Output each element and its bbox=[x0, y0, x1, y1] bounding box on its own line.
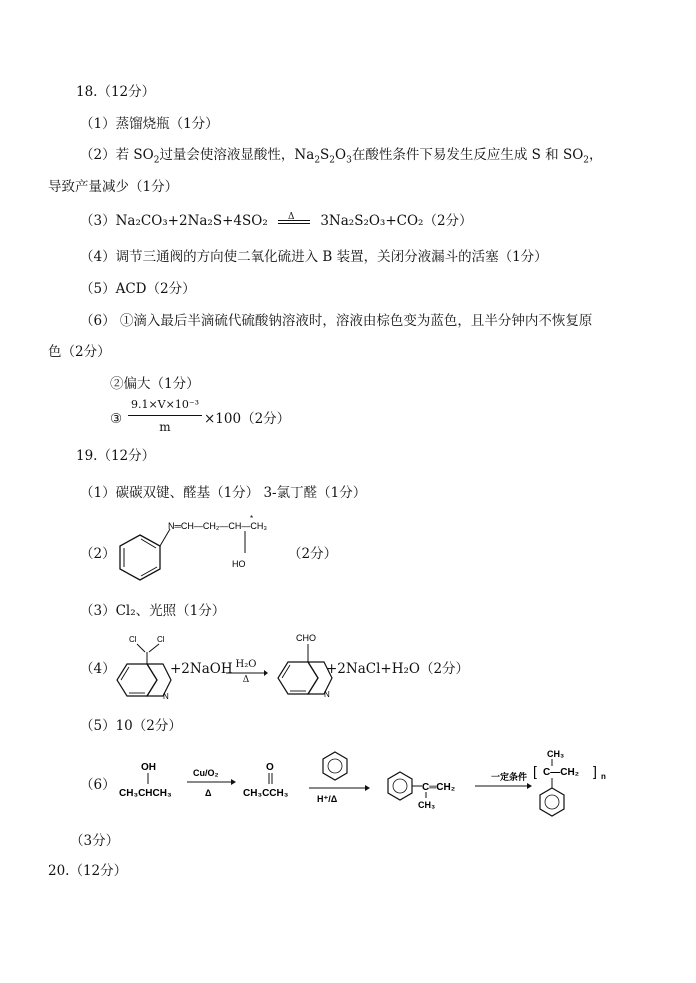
cl-label-2: Cl bbox=[157, 635, 165, 644]
cond-cu-o2: Cu/O₂ bbox=[193, 768, 219, 778]
condition-heat: Δ bbox=[242, 675, 250, 685]
q19-answer-2-prefix: （2） bbox=[80, 546, 116, 562]
q19-answer-6-score: （3分） bbox=[70, 833, 120, 849]
q18-answer-5: （5）ACD（2分） bbox=[80, 281, 196, 297]
q19-answer-4-tail: +2NaCl+H₂O（2分） bbox=[326, 661, 470, 677]
cho-label: CHO bbox=[296, 633, 316, 643]
chiral-star-icon: * bbox=[250, 515, 254, 523]
q18-header: 18.（12分） bbox=[76, 84, 156, 100]
polymer-chain-label: C—CH₂ bbox=[543, 767, 580, 778]
cond-heat-1: Δ bbox=[205, 788, 212, 798]
bracket-left-icon: [ bbox=[533, 763, 537, 779]
carbonyl-o-label: O bbox=[266, 762, 274, 773]
isopropanol-label: CH₃CHCH₃ bbox=[119, 788, 172, 799]
q18-answer-2-line2: 导致产量减少（1分） bbox=[48, 179, 179, 195]
q18-answer-3: （3）Na₂CO₃+2Na₂S+4SO₂ Δ 3Na₂S₂O₃+CO₂（2分） bbox=[80, 212, 473, 229]
methyl-label: CH₃ bbox=[418, 800, 436, 810]
polymer-n-label: n bbox=[601, 772, 606, 781]
q19-answer-5: （5）10（2分） bbox=[80, 718, 182, 734]
oh-label: OH bbox=[141, 762, 156, 773]
benzene-reagent-icon bbox=[323, 752, 347, 780]
condition-h2o: H₂O bbox=[235, 659, 257, 670]
reaction-arrow-equal: Δ bbox=[278, 219, 310, 224]
q19-header: 19.（12分） bbox=[76, 448, 156, 464]
svg-text:N: N bbox=[163, 692, 169, 700]
q19-answer-4-naoh: +2NaOH bbox=[170, 661, 233, 677]
q19-answer-2-score: （2分） bbox=[288, 546, 338, 562]
svg-text:N: N bbox=[324, 690, 330, 698]
q18-answer-6-line1: （6） ①滴入最后半滴硫代硫酸钠溶液时，溶液由棕色变为蓝色，且半分钟内不恢复原 bbox=[80, 313, 593, 329]
bracket-right-icon: ] bbox=[593, 763, 597, 779]
acetone-label: CH₃CCH₃ bbox=[243, 788, 289, 799]
q20-header: 20.（12分） bbox=[48, 863, 128, 879]
q19-answer-3: （3）Cl₂、光照（1分） bbox=[80, 603, 226, 619]
q18-answer-6-2: ②偏大（1分） bbox=[110, 376, 200, 392]
q18-answer-6-3-mark: ③ bbox=[110, 411, 123, 427]
q18-answer-4: （4）调节三通阀的方向使二氧化硫进入 B 装置，关闭分液漏斗的活塞（1分） bbox=[80, 249, 548, 265]
benzene-ring-icon bbox=[120, 535, 160, 580]
synthesis-route bbox=[115, 748, 695, 828]
quinoline-ring-icon bbox=[278, 662, 332, 698]
cond-certain: 一定条件 bbox=[491, 772, 528, 782]
q18-answer-2-line1: （2）若 $SO_2$过量会使溶液显酸性，$Na_2S_2O_3$在酸性条件下易发生反应生成 S 和 $SO_2$， bbox=[80, 147, 603, 166]
alpha-methylstyrene-label: C═CH₂ bbox=[422, 782, 456, 793]
q18-answer-6-3-tail: ×100（2分） bbox=[204, 411, 291, 427]
q19-structure-2 bbox=[110, 515, 290, 595]
quinoline-ring-icon bbox=[117, 664, 171, 700]
q18-answer-6-line2: 色（2分） bbox=[48, 344, 111, 360]
fraction-bar bbox=[128, 415, 202, 416]
fraction-numerator: 9.1×V×10⁻³ bbox=[130, 398, 200, 411]
fraction-denominator: m bbox=[159, 420, 171, 434]
chain-label: N═CH—CH₂—CH—CH₃ bbox=[168, 521, 268, 531]
benzene-ring-icon bbox=[540, 788, 564, 816]
poly-methyl-label: CH₃ bbox=[547, 749, 565, 759]
q19-answer-4-prefix: （4） bbox=[80, 661, 116, 677]
q19-answer-1: （1）碳碳双键、醛基（1分） 3-氯丁醛（1分） bbox=[80, 485, 367, 501]
cl-label-1: Cl bbox=[129, 635, 137, 644]
q19-answer-6-prefix: （6） bbox=[80, 777, 116, 793]
cond-acid-heat: H⁺/Δ bbox=[317, 794, 338, 804]
q18-answer-1: （1）蒸馏烧瓶（1分） bbox=[80, 116, 219, 132]
hydroxyl-label: HO bbox=[232, 559, 246, 569]
benzene-ring-icon bbox=[388, 772, 412, 800]
